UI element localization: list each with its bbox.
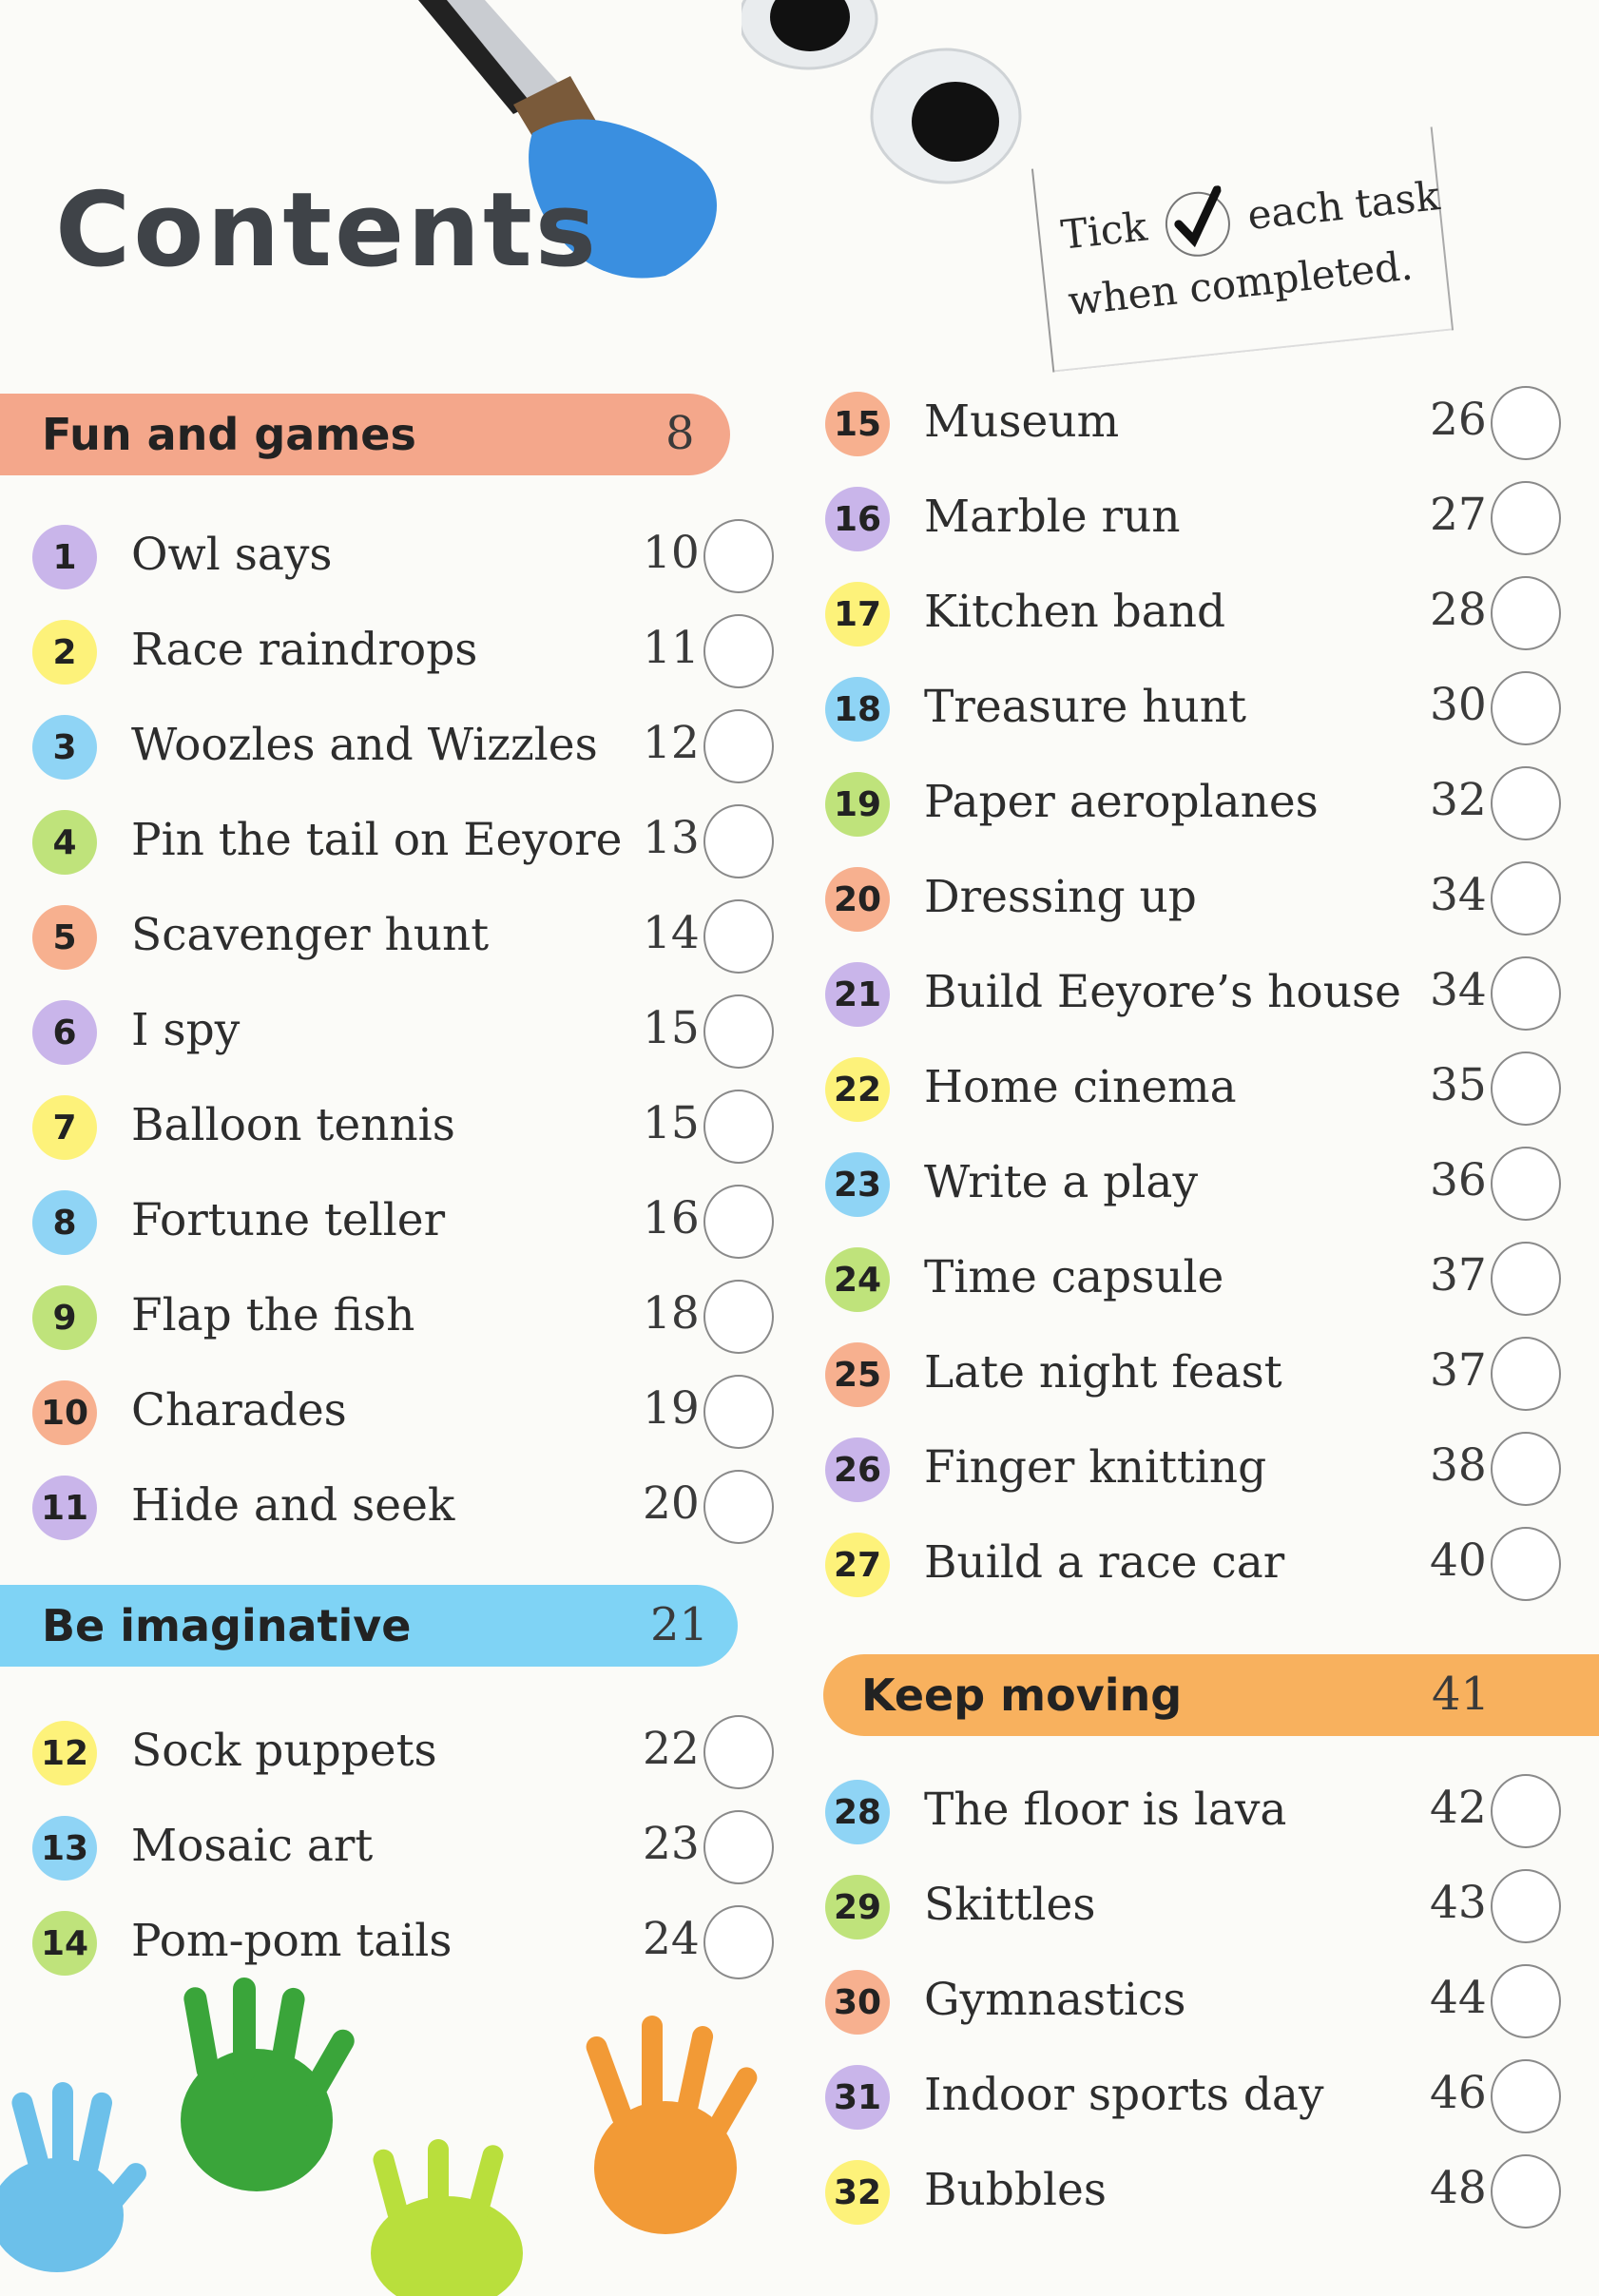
item-page-number: 37 — [1430, 1249, 1487, 1302]
item-number-badge: 31 — [825, 2065, 890, 2130]
section-banner-fun-and-games — [0, 394, 730, 475]
completion-checkbox[interactable] — [1491, 861, 1561, 936]
completion-checkbox[interactable] — [1491, 386, 1561, 460]
item-page-number: 40 — [1430, 1534, 1487, 1587]
contents-item — [825, 671, 1567, 747]
item-label: The floor is lava — [924, 1784, 1287, 1836]
contents-item — [825, 1052, 1567, 1128]
item-page-number: 18 — [643, 1287, 700, 1340]
item-label: Balloon tennis — [131, 1099, 455, 1151]
completion-checkbox[interactable] — [703, 1375, 774, 1449]
contents-item — [825, 1147, 1567, 1223]
section-page: 21 — [650, 1598, 709, 1651]
handprints-illustration — [0, 1978, 780, 2296]
item-page-number: 15 — [643, 1002, 700, 1054]
item-page-number: 11 — [643, 622, 700, 674]
completion-checkbox[interactable] — [1491, 1527, 1561, 1601]
note-text-each-task: each task — [1244, 172, 1442, 240]
item-label: Fortune teller — [131, 1194, 446, 1246]
item-number-badge: 3 — [32, 715, 97, 780]
item-label: Marble run — [924, 491, 1181, 543]
contents-item — [825, 1432, 1567, 1508]
item-page-number: 32 — [1430, 774, 1487, 826]
item-label: Paper aeroplanes — [924, 776, 1319, 828]
item-number-badge: 10 — [32, 1380, 97, 1445]
item-page-number: 43 — [1430, 1877, 1487, 1929]
contents-item — [825, 1337, 1567, 1413]
item-label: Finger knitting — [924, 1441, 1267, 1494]
item-page-number: 23 — [643, 1818, 700, 1870]
item-number-badge: 5 — [32, 905, 97, 970]
item-number-badge: 28 — [825, 1780, 890, 1844]
item-number-badge: 11 — [32, 1476, 97, 1540]
section-title: Fun and games — [42, 409, 416, 460]
item-page-number: 30 — [1430, 679, 1487, 731]
item-label: Museum — [924, 396, 1120, 448]
item-number-badge: 13 — [32, 1816, 97, 1881]
contents-item — [825, 1527, 1567, 1603]
item-label: Write a play — [924, 1156, 1198, 1208]
item-number-badge: 15 — [825, 392, 890, 456]
item-page-number: 37 — [1430, 1344, 1487, 1397]
item-number-badge: 9 — [32, 1285, 97, 1350]
item-label: Pom-pom tails — [131, 1915, 453, 1967]
item-number-badge: 24 — [825, 1247, 890, 1312]
item-page-number: 46 — [1430, 2067, 1487, 2119]
contents-item — [32, 1185, 774, 1261]
completion-checkbox[interactable] — [1491, 766, 1561, 840]
completion-checkbox[interactable] — [703, 1090, 774, 1164]
item-page-number: 22 — [643, 1723, 700, 1775]
item-number-badge: 22 — [825, 1057, 890, 1122]
item-number-badge: 16 — [825, 487, 890, 551]
item-number-badge: 17 — [825, 582, 890, 646]
googly-eyes-illustration — [742, 0, 1046, 209]
completion-checkbox[interactable] — [703, 1470, 774, 1544]
contents-item — [32, 1715, 774, 1791]
item-label: Sock puppets — [131, 1725, 437, 1777]
item-number-badge: 14 — [32, 1911, 97, 1976]
item-label: Kitchen band — [924, 586, 1226, 638]
note-text-completed: when completed. — [1066, 241, 1416, 325]
contents-item — [32, 614, 774, 690]
item-page-number: 36 — [1430, 1154, 1487, 1206]
contents-item — [32, 709, 774, 785]
item-label: Mosaic art — [131, 1820, 374, 1872]
item-page-number: 27 — [1430, 489, 1487, 541]
contents-item — [825, 386, 1567, 462]
item-number-badge: 18 — [825, 677, 890, 742]
item-number-badge: 20 — [825, 867, 890, 932]
contents-item — [825, 1964, 1567, 2040]
contents-item — [825, 576, 1567, 652]
item-page-number: 19 — [643, 1382, 700, 1435]
completion-checkbox[interactable] — [1491, 1774, 1561, 1848]
item-label: Charades — [131, 1384, 347, 1437]
completion-checkbox[interactable] — [1491, 1337, 1561, 1411]
completion-checkbox[interactable] — [703, 1810, 774, 1884]
item-page-number: 28 — [1430, 584, 1487, 636]
item-number-badge: 12 — [32, 1721, 97, 1785]
item-page-number: 24 — [643, 1913, 700, 1965]
contents-item — [825, 1774, 1567, 1850]
item-label: Build Eeyore’s house — [924, 966, 1401, 1018]
completion-checkbox[interactable] — [1491, 671, 1561, 745]
contents-item — [32, 1280, 774, 1356]
contents-item — [32, 899, 774, 975]
completion-checkbox[interactable] — [1491, 2059, 1561, 2133]
checkmark-icon — [1162, 188, 1233, 260]
contents-item — [32, 1090, 774, 1166]
item-label: Indoor sports day — [924, 2069, 1324, 2121]
section-page: 8 — [665, 407, 695, 460]
item-label: Bubbles — [924, 2164, 1107, 2216]
completion-checkbox[interactable] — [1491, 2154, 1561, 2228]
contents-item — [825, 956, 1567, 1032]
item-number-badge: 30 — [825, 1970, 890, 2035]
completion-checkbox[interactable] — [1491, 1869, 1561, 1943]
contents-item — [825, 861, 1567, 937]
item-label: Scavenger hunt — [131, 909, 490, 961]
item-page-number: 35 — [1430, 1059, 1487, 1111]
contents-item — [32, 1470, 774, 1546]
item-number-badge: 21 — [825, 962, 890, 1027]
item-page-number: 48 — [1430, 2162, 1487, 2214]
item-label: Late night feast — [924, 1346, 1282, 1399]
item-number-badge: 7 — [32, 1095, 97, 1160]
item-label: Build a race car — [924, 1536, 1285, 1589]
item-page-number: 34 — [1430, 964, 1487, 1016]
item-label: Time capsule — [924, 1251, 1224, 1303]
item-page-number: 16 — [643, 1192, 700, 1244]
completion-checkbox[interactable] — [1491, 576, 1561, 650]
item-label: Woozles and Wizzles — [131, 719, 598, 771]
section-title: Be imaginative — [42, 1600, 412, 1651]
item-page-number: 38 — [1430, 1439, 1487, 1492]
contents-item — [32, 1905, 774, 1981]
contents-item — [32, 519, 774, 595]
contents-item — [32, 1375, 774, 1451]
item-label: Pin the tail on Eeyore — [131, 814, 623, 866]
item-page-number: 34 — [1430, 869, 1487, 921]
item-number-badge: 1 — [32, 525, 97, 589]
item-page-number: 15 — [643, 1097, 700, 1149]
completion-checkbox[interactable] — [1491, 1242, 1561, 1316]
completion-checkbox[interactable] — [703, 709, 774, 783]
completion-checkbox[interactable] — [703, 804, 774, 878]
contents-item — [825, 2059, 1567, 2135]
item-number-badge: 19 — [825, 772, 890, 837]
item-number-badge: 23 — [825, 1152, 890, 1217]
completion-checkbox[interactable] — [1491, 481, 1561, 555]
section-title: Keep moving — [861, 1669, 1183, 1721]
completion-checkbox[interactable] — [1491, 1052, 1561, 1126]
contents-item — [825, 2154, 1567, 2230]
contents-item — [825, 1242, 1567, 1318]
item-label: Home cinema — [924, 1061, 1237, 1113]
item-label: Treasure hunt — [924, 681, 1246, 733]
item-label: Owl says — [131, 529, 333, 581]
item-number-badge: 8 — [32, 1190, 97, 1255]
item-page-number: 20 — [643, 1477, 700, 1530]
contents-item — [32, 1810, 774, 1886]
item-label: Skittles — [924, 1879, 1096, 1931]
contents-item — [32, 804, 774, 880]
contents-item — [825, 1869, 1567, 1945]
section-page: 41 — [1432, 1668, 1491, 1721]
item-number-badge: 2 — [32, 620, 97, 685]
item-label: I spy — [131, 1004, 241, 1056]
item-number-badge: 6 — [32, 1000, 97, 1065]
completion-checkbox[interactable] — [703, 614, 774, 688]
completion-checkbox[interactable] — [703, 994, 774, 1069]
completion-checkbox[interactable] — [1491, 956, 1561, 1031]
item-label: Dressing up — [924, 871, 1197, 923]
item-number-badge: 4 — [32, 810, 97, 875]
completion-checkbox[interactable] — [703, 899, 774, 974]
item-number-badge: 29 — [825, 1875, 890, 1939]
item-page-number: 13 — [643, 812, 700, 864]
item-page-number: 10 — [643, 527, 700, 579]
completion-checkbox[interactable] — [703, 1185, 774, 1259]
item-number-badge: 25 — [825, 1342, 890, 1407]
item-page-number: 42 — [1430, 1782, 1487, 1834]
section-banner-keep-moving — [823, 1654, 1599, 1736]
page-title: Contents — [55, 171, 600, 290]
contents-item — [825, 481, 1567, 557]
completion-checkbox[interactable] — [703, 1715, 774, 1789]
item-page-number: 12 — [643, 717, 700, 769]
item-label: Gymnastics — [924, 1974, 1186, 2026]
contents-item — [825, 766, 1567, 842]
item-number-badge: 26 — [825, 1437, 890, 1502]
item-number-badge: 32 — [825, 2160, 890, 2225]
item-label: Hide and seek — [131, 1479, 455, 1532]
item-number-badge: 27 — [825, 1533, 890, 1597]
tick-instruction-note — [1031, 126, 1454, 372]
completion-checkbox[interactable] — [1491, 1432, 1561, 1506]
completion-checkbox[interactable] — [1491, 1964, 1561, 2038]
item-label: Flap the fish — [131, 1289, 415, 1341]
contents-item — [32, 994, 774, 1071]
note-text-tick: Tick — [1058, 203, 1149, 259]
completion-checkbox[interactable] — [1491, 1147, 1561, 1221]
section-banner-be-imaginative — [0, 1585, 738, 1667]
item-page-number: 44 — [1430, 1972, 1487, 2024]
completion-checkbox[interactable] — [703, 1905, 774, 1979]
item-page-number: 26 — [1430, 394, 1487, 446]
completion-checkbox[interactable] — [703, 1280, 774, 1354]
item-page-number: 14 — [643, 907, 700, 959]
completion-checkbox[interactable] — [703, 519, 774, 593]
item-label: Race raindrops — [131, 624, 478, 676]
